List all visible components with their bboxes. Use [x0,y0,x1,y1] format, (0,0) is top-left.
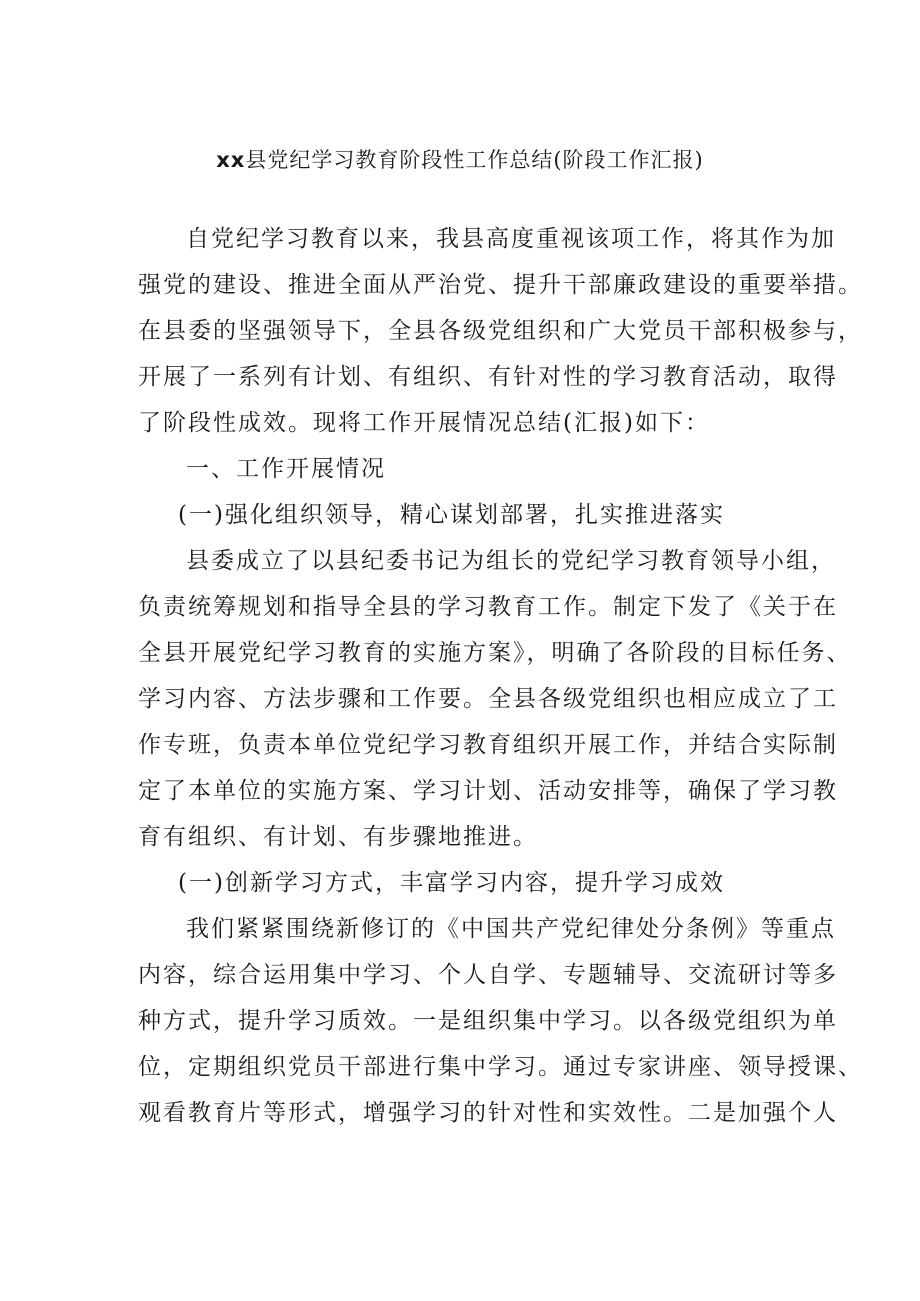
subsection-heading: (一)强化组织领导，精心谋划部署，扎实推进落实 [178,502,725,528]
subsection-heading: (一)创新学习方式，丰富学习内容，提升学习成效 [178,870,725,896]
paragraph-line: 开展了一系列有计划、有组织、有针对性的学习教育活动，取得 [138,364,838,390]
paragraph-line: 自党纪学习教育以来，我县高度重视该项工作，将其作为加 [186,226,836,252]
document-title [0,144,920,176]
title-text: 县党纪学习教育阶段性工作总结(阶段工作汇报) [245,148,704,172]
paragraph-line: 种方式，提升学习质效。一是组织集中学习。以各级党组织为单 [138,1008,838,1034]
paragraph-line: 全县开展党纪学习教育的实施方案》，明确了各阶段的目标任务、 [138,640,852,666]
paragraph-line: 育有组织、有计划、有步骤地推进。 [138,824,538,850]
paragraph-line: 县委成立了以县纪委书记为组长的党纪学习教育领导小组， [186,548,836,574]
paragraph-line: 在县委的坚强领导下，全县各级党组织和广大党员干部积极参与， [138,318,863,344]
paragraph-line: 观看教育片等形式，增强学习的针对性和实效性。二是加强个人 [138,1100,838,1126]
paragraph-line: 内容，综合运用集中学习、个人自学、专题辅导、交流研讨等多 [138,962,838,988]
paragraph-line: 学习内容、方法步骤和工作要。全县各级党组织也相应成立了工 [138,686,838,712]
document-body [138,216,863,1136]
paragraph-line: 位，定期组织党员干部进行集中学习。通过专家讲座、领导授课、 [138,1054,863,1080]
paragraph-line: 强党的建设、推进全面从严治党、提升干部廉政建设的重要举措。 [138,272,863,298]
paragraph-line: 作专班，负责本单位党纪学习教育组织开展工作，并结合实际制 [138,732,838,758]
paragraph-line: 我们紧紧围绕新修订的《中国共产党纪律处分条例》等重点 [186,916,836,942]
paragraph-line: 负责统筹规划和指导全县的学习教育工作。制定下发了《关于在 [138,594,838,620]
paragraph-line: 定了本单位的实施方案、学习计划、活动安排等，确保了学习教 [138,778,838,804]
section-heading: 一、工作开展情况 [186,456,386,482]
title-prefix: xx [216,148,246,172]
paragraph-line: 了阶段性成效。现将工作开展情况总结(汇报)如下： [138,410,710,436]
